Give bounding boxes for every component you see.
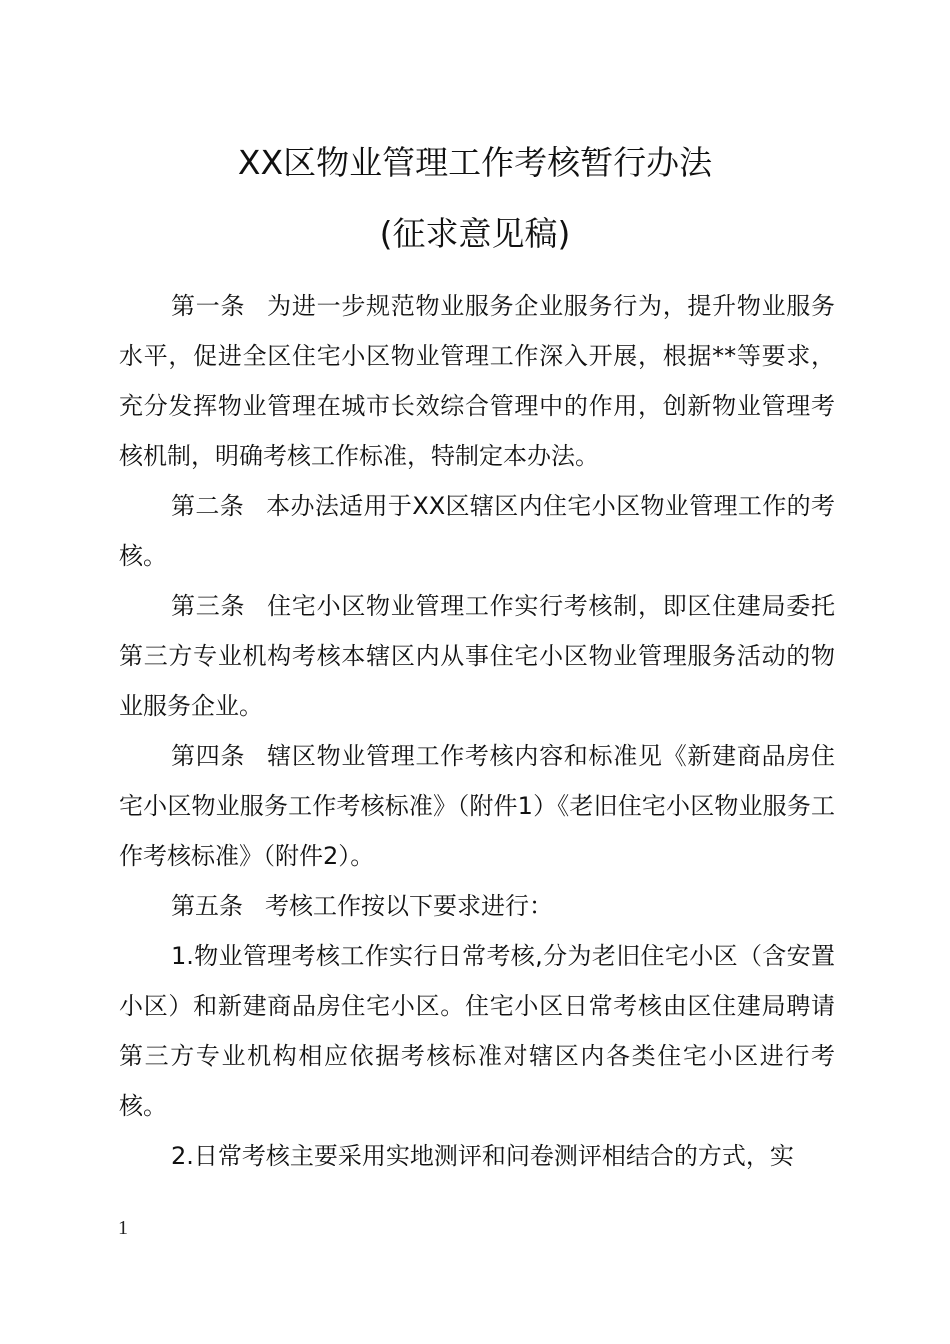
document-body (119, 281, 835, 1181)
paragraph-text: 为进一步规范物业服务企业服务行为，提升物业服务水平，促进全区住宅小区物业管理工作深入开展，根据**等要求，充分发挥物业管理在城市长效综合管理中的作用，创新物业管理考核机制，明确考核工作标准，特制定本办法。 (119, 292, 836, 470)
paragraph-article-2 (119, 481, 835, 581)
article-number: 第五条 (171, 892, 243, 920)
paragraph-article-1 (119, 281, 835, 481)
paragraph-item-2 (119, 1131, 835, 1181)
paragraph-article-5 (119, 881, 835, 931)
paragraph-article-4 (119, 731, 835, 881)
article-number: 第四条 (171, 742, 246, 770)
document-subtitle: (征求意见稿) (379, 214, 571, 253)
article-number: 第二条 (171, 492, 245, 520)
paragraph-text: 考核工作按以下要求进行： (265, 892, 553, 920)
paragraph-text: 本办法适用于XX区辖区内住宅小区物业管理工作的考核。 (119, 492, 835, 570)
paragraph-text: 2.日常考核主要采用实地测评和问卷测评相结合的方式，实 (171, 1142, 794, 1170)
paragraph-text: 住宅小区物业管理工作实行考核制，即区住建局委托第三方专业机构考核本辖区内从事住宅小区物业管理服务活动的物业服务企业。 (119, 592, 836, 720)
paragraph-article-3 (119, 581, 835, 731)
page-number: 1 (118, 1217, 128, 1239)
article-number: 第三条 (171, 592, 246, 620)
article-number: 第一条 (171, 292, 246, 320)
paragraph-text: 1.物业管理考核工作实行日常考核,分为老旧住宅小区（含安置小区）和新建商品房住宅小区。住宅小区日常考核由区住建局聘请第三方专业机构相应依据考核标准对辖区内各类住宅小区进行考核。 (119, 942, 835, 1120)
document-title: XX区物业管理工作考核暂行办法 (237, 143, 713, 182)
paragraph-text: 辖区物业管理工作考核内容和标准见《新建商品房住宅小区物业服务工作考核标准》（附件1）《老旧住宅小区物业服务工作考核标准》（附件2）。 (119, 742, 836, 870)
paragraph-item-1 (119, 931, 835, 1131)
